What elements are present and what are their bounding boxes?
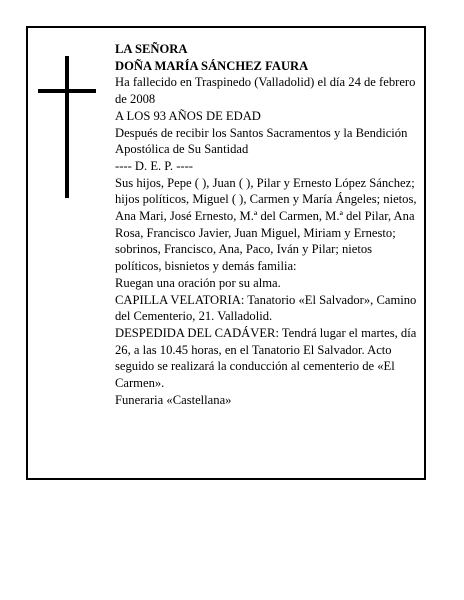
cross-vertical-bar: [65, 56, 69, 198]
notice-title: LA SEÑORA: [115, 42, 188, 56]
sacraments-line: Después de recibir los Santos Sacramentos y la Bendición Apostólica de Su Santidad: [115, 125, 408, 157]
funeral-home: Funeraria «Castellana»: [115, 392, 232, 407]
family-list: Sus hijos, Pepe ( ), Juan ( ), Pilar y Ernesto López Sánchez; hijos políticos, Miguel ( ), Carmen y María Ángeles; nietos, Ana Mari, José Ernesto, M.ª del Carmen, M.ª del Pilar, Ana Rosa, Francisco Javier, Juan Miguel, Miriam y Ernesto; sobrinos, Francisco, Ana, Paco, Iván y Pilar; nietos políticos, bisnietos y demás familia:: [115, 175, 417, 274]
chapel-info: CAPILLA VELATORIA: Tanatorio «El Salvador», Camino del Cementerio, 21. Valladolid.: [115, 292, 417, 324]
cross-icon: [38, 56, 96, 198]
farewell-info: DESPEDIDA DEL CADÁVER: Tendrá lugar el martes, día 26, a las 10.45 horas, en el Tanatorio El Salvador. Acto seguido se realizará la conducción al cementerio de «El Carmen».: [115, 325, 417, 391]
death-statement: Ha fallecido en Traspinedo (Valladolid) el día 24 de febrero de 2008: [115, 75, 416, 107]
cross-horizontal-bar: [38, 89, 96, 93]
age-line: A LOS 93 AÑOS DE EDAD: [115, 108, 261, 123]
rip-line: ---- D. E. P. ----: [115, 158, 193, 173]
prayer-request: Ruegan una oración por su alma.: [115, 275, 281, 290]
obituary-text: [115, 41, 417, 408]
deceased-name: DOÑA MARÍA SÁNCHEZ FAURA: [115, 58, 309, 73]
obituary-notice: [26, 26, 426, 480]
